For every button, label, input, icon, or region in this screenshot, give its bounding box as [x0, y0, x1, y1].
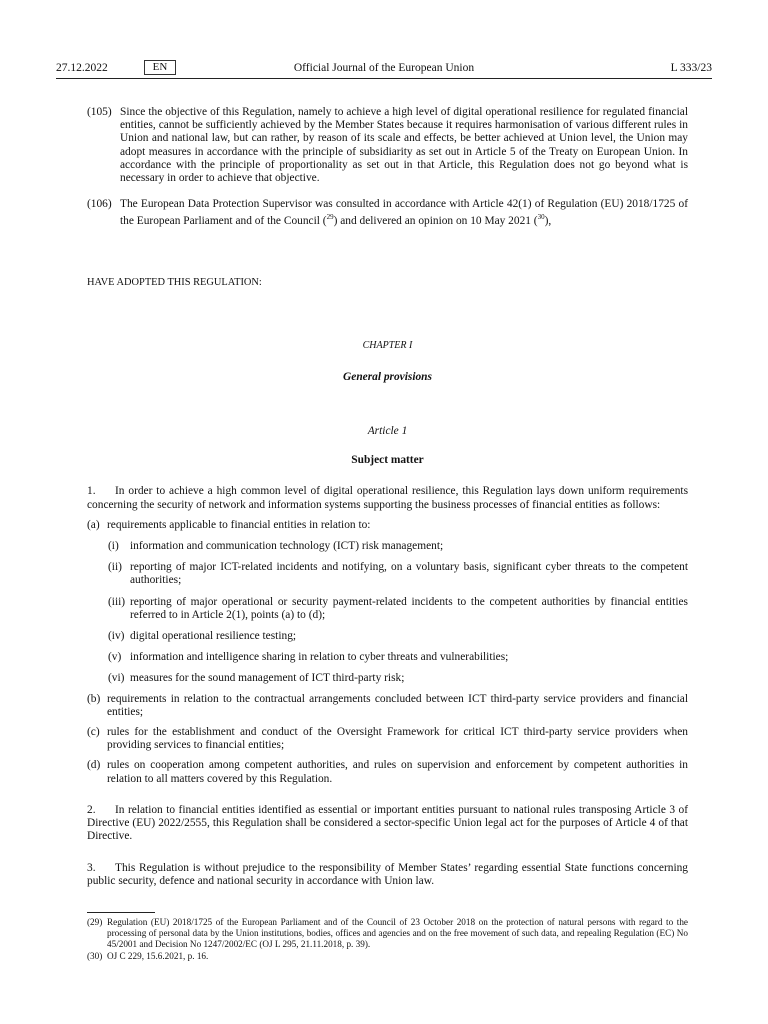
item-label: (a): [87, 518, 100, 531]
header-rule: [56, 78, 712, 79]
recital-number: (106): [87, 198, 112, 211]
recital-text: [120, 198, 688, 228]
item-label: (iii): [108, 595, 126, 608]
item-label: (c): [87, 726, 100, 739]
item-label: (v): [108, 651, 122, 664]
paragraph-1: [87, 485, 688, 511]
footnote-ref[interactable]: 30: [537, 213, 545, 222]
item-label: (vi): [108, 672, 125, 685]
recital-105: [87, 106, 688, 185]
footnote: [87, 917, 688, 950]
item-label: (b): [87, 692, 101, 705]
item-label: (ii): [108, 561, 122, 574]
item-text: reporting of major operational or security payment-related incidents to the competent authorities by financial entities referred to in Article 2(1), points (a) to (d);: [130, 595, 688, 621]
recital-text-part: ),: [544, 215, 552, 228]
paragraph-2: [87, 804, 688, 844]
footnotes: [87, 917, 688, 963]
item-text: rules for the establishment and conduct of the Oversight Framework for critical ICT third-party service providers when providing services to financial entities;: [107, 726, 688, 752]
footnote-text: OJ C 229, 15.6.2021, p. 16.: [107, 951, 209, 961]
list-item-c: [87, 726, 688, 752]
list-item-b: [87, 693, 688, 719]
recital-number: (105): [87, 106, 112, 118]
item-text: reporting of major ICT-related incidents and notifying, on a voluntary basis, significant cyber threats to the competent authorities;: [130, 561, 688, 587]
page-header: [56, 60, 712, 78]
list-item-d: [87, 759, 688, 785]
item-text: rules on cooperation among competent authorities, and rules on supervision and enforcement by competent authorities in relation to all matters covered by this Regulation.: [107, 759, 688, 785]
item-text: requirements applicable to financial entities in relation to:: [107, 518, 371, 531]
item-label: (i): [108, 540, 119, 553]
sub-item-v: [108, 651, 688, 664]
footnote-label: (30): [87, 951, 103, 961]
sub-item-vi: [108, 672, 688, 685]
item-text: requirements in relation to the contractual arrangements concluded between ICT third-party service providers and financial entities;: [107, 692, 688, 718]
journal-title: Official Journal of the European Union: [293, 62, 475, 74]
item-label: (iv): [108, 630, 125, 643]
item-label: (d): [87, 759, 101, 772]
recital-106: [87, 198, 688, 228]
publication-date: 27.12.2022: [56, 62, 108, 74]
recital-text-part: The European Data Protection Supervisor was consulted in accordance with Article 42(1) of Regulation (EU) 2018/1725 of the European Parliament and of the Council (: [120, 198, 688, 228]
chapter-number: CHAPTER I: [362, 339, 413, 351]
item-text: measures for the sound management of ICT third-party risk;: [130, 672, 405, 685]
footnote-ref[interactable]: 29: [326, 213, 334, 222]
footnote-text: Regulation (EU) 2018/1725 of the European Parliament and of the Council of 23 October 2018 on the protection of natural persons with regard to the processing of personal data by the Union institutions, bodies, offices and agencies and on the free movement of such data, and repealing Regulation (EC) No 45/2001 and Decision No 1247/2002/EC (OJ L 295, 21.11.2018, p. 39).: [107, 917, 688, 949]
list-item-a: [87, 519, 688, 532]
page-reference: L 333/23: [670, 62, 712, 74]
paragraph-text: In relation to financial entities identified as essential or important entities pursuant to national rules transposing Article 3 of Directive (EU) 2022/2555, this Regulation shall be considered a sector-specific Union legal act for the purposes of Article 4 of that Directive.: [87, 803, 688, 843]
recital-text-part: ) and delivered an opinion on 10 May 2021 (: [333, 215, 538, 228]
paragraph-3: [87, 862, 688, 888]
paragraph-number: 1.: [87, 485, 96, 498]
article-title: Subject matter: [351, 454, 424, 467]
sub-item-iii: [108, 596, 688, 622]
sub-item-i: [108, 540, 688, 553]
item-text: information and communication technology (ICT) risk management;: [130, 540, 444, 553]
sub-item-ii: [108, 561, 688, 587]
adoption-statement: HAVE ADOPTED THIS REGULATION:: [87, 277, 262, 289]
paragraph-text: This Regulation is without prejudice to the responsibility of Member States’ regarding essential State functions concerning public security, defence and national security in accordance with Union law.: [87, 861, 688, 887]
document-body: [87, 106, 688, 888]
paragraph-number: 3.: [87, 861, 96, 874]
footnote: [87, 951, 688, 962]
recital-text: Since the objective of this Regulation, namely to achieve a high level of digital operational resilience for regulated financial entities, cannot be sufficiently achieved by the Member States because it requires harmonisation of various different rules in Union and national law, but can rather, by reason of its scale and effects, be better achieved at Union level, the Union may adopt measures in accordance with the principle of subsidiarity as set out in Article 5 of the Treaty on European Union. In accordance with the principle of proportionality as set out in that Article, this Regulation does not go beyond what is necessary in order to achieve that objective.: [120, 106, 688, 185]
chapter-title: General provisions: [343, 370, 432, 383]
item-text: digital operational resilience testing;: [130, 630, 297, 643]
paragraph-text: In order to achieve a high common level of digital operational resilience, this Regulation lays down uniform requirements concerning the security of network and information systems supporting the business processes of financial entities as follows:: [87, 485, 688, 511]
article-number: Article 1: [367, 425, 408, 438]
item-text: information and intelligence sharing in relation to cyber threats and vulnerabilities;: [130, 651, 509, 664]
paragraph-number: 2.: [87, 803, 96, 816]
sub-item-iv: [108, 630, 688, 643]
footnote-label: (29): [87, 917, 103, 927]
footnote-rule: [87, 912, 155, 913]
language-badge: EN: [144, 60, 176, 75]
